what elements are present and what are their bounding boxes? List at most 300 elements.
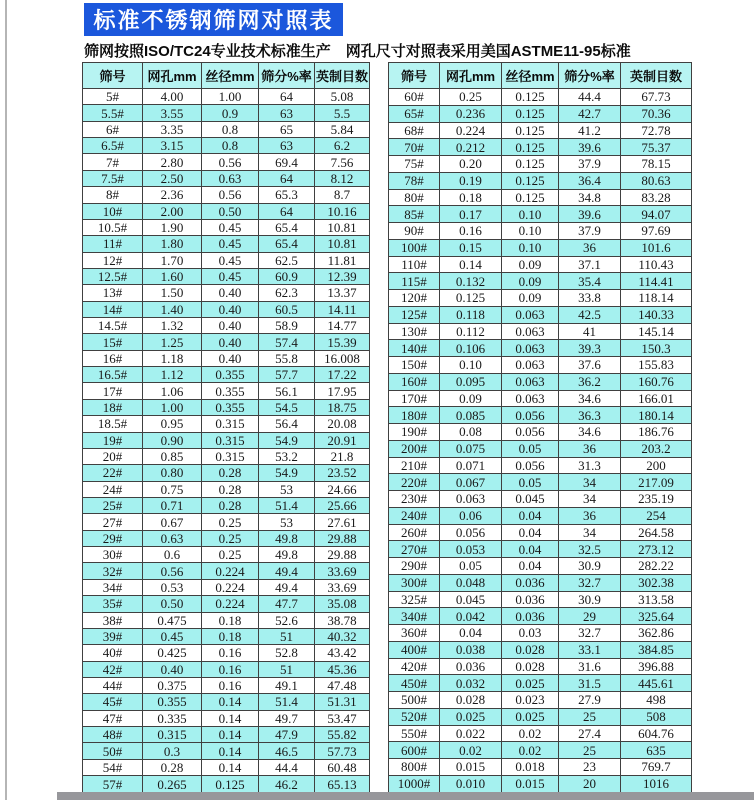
table-cell: 115# (389, 273, 440, 290)
table-row (83, 694, 370, 710)
table-cell: 1.90 (143, 219, 202, 235)
table-cell: 0.09 (502, 256, 559, 273)
table-cell: 0.04 (440, 625, 502, 642)
table-cell: 0.50 (143, 596, 202, 612)
table-row (389, 608, 692, 625)
table-cell: 6# (83, 121, 143, 137)
sieve-table-left (82, 62, 370, 793)
table-cell: 25.66 (315, 497, 370, 513)
table-cell: 34 (559, 491, 621, 508)
table-cell: 33.69 (315, 563, 370, 579)
table-cell: 0.08 (440, 424, 502, 441)
table-row (389, 457, 692, 474)
column-header: 丝径mm (202, 63, 259, 89)
table-cell: 240# (389, 507, 440, 524)
table-cell: 0.425 (143, 645, 202, 661)
table-cell: 1.50 (143, 285, 202, 301)
table-cell: 32# (83, 563, 143, 579)
table-row (389, 675, 692, 692)
table-cell: 54.9 (259, 432, 315, 448)
table-cell: 2.50 (143, 170, 202, 186)
table-cell: 32.7 (559, 574, 621, 591)
table-cell: 22# (83, 465, 143, 481)
table-cell: 57.7 (259, 367, 315, 383)
table-cell: 21.8 (315, 448, 370, 464)
table-cell: 0.40 (202, 301, 259, 317)
table-cell: 0.118 (440, 306, 502, 323)
table-cell: 8.7 (315, 187, 370, 203)
table-cell: 282.22 (621, 558, 692, 575)
table-cell: 1.00 (202, 89, 259, 105)
table-cell: 44# (83, 677, 143, 693)
table-cell: 5.84 (315, 121, 370, 137)
table-cell: 0.45 (202, 268, 259, 284)
table-cell: 0.56 (202, 187, 259, 203)
table-cell: 230# (389, 491, 440, 508)
table-cell: 0.015 (440, 759, 502, 776)
table-cell: 20 (559, 775, 621, 792)
table-cell: 29 (559, 608, 621, 625)
table-cell: 20.08 (315, 416, 370, 432)
table-cell: 42.7 (559, 105, 621, 122)
table-cell: 200# (389, 440, 440, 457)
table-cell: 43.42 (315, 645, 370, 661)
table-cell: 27.4 (559, 725, 621, 742)
table-cell: 72.78 (621, 122, 692, 139)
table-cell: 0.14 (202, 710, 259, 726)
table-header-row (389, 63, 692, 89)
table-cell: 0.18 (202, 628, 259, 644)
sieve-table-right (388, 62, 692, 793)
table-cell: 0.45 (202, 252, 259, 268)
table-cell: 0.14 (202, 759, 259, 775)
table-cell: 101.6 (621, 239, 692, 256)
table-row (83, 399, 370, 415)
table-cell: 10.5# (83, 219, 143, 235)
table-cell: 1.12 (143, 367, 202, 383)
table-cell: 40.32 (315, 628, 370, 644)
table-cell: 0.56 (202, 154, 259, 170)
table-cell: 0.315 (143, 727, 202, 743)
table-cell: 41 (559, 323, 621, 340)
table-cell: 110# (389, 256, 440, 273)
table-cell: 0.28 (202, 465, 259, 481)
table-cell: 635 (621, 742, 692, 759)
table-cell: 0.14 (440, 256, 502, 273)
table-cell: 25 (559, 708, 621, 725)
table-row (83, 219, 370, 235)
table-cell: 180.14 (621, 407, 692, 424)
table-cell: 0.075 (440, 440, 502, 457)
column-header: 英制目数 (621, 63, 692, 89)
table-cell: 12.5# (83, 268, 143, 284)
table-cell: 65.3 (259, 187, 315, 203)
table-row (389, 507, 692, 524)
table-cell: 0.8 (202, 138, 259, 154)
table-cell: 0.042 (440, 608, 502, 625)
table-cell: 49.8 (259, 530, 315, 546)
table-cell: 0.315 (202, 416, 259, 432)
table-cell: 1.40 (143, 301, 202, 317)
table-cell: 51 (259, 628, 315, 644)
table-cell: 0.056 (502, 424, 559, 441)
table-cell: 0.40 (202, 350, 259, 366)
column-header: 网孔mm (143, 63, 202, 89)
table-cell: 0.50 (202, 203, 259, 219)
table-cell: 0.023 (502, 692, 559, 709)
table-cell: 18.5# (83, 416, 143, 432)
table-cell: 0.45 (202, 219, 259, 235)
table-cell: 49.4 (259, 563, 315, 579)
table-cell: 0.28 (202, 497, 259, 513)
table-cell: 0.036 (502, 608, 559, 625)
table-cell: 31.5 (559, 675, 621, 692)
table-cell: 90# (389, 223, 440, 240)
table-cell: 0.355 (202, 399, 259, 415)
table-cell: 264.58 (621, 524, 692, 541)
table-cell: 0.40 (143, 661, 202, 677)
table-cell: 35# (83, 596, 143, 612)
table-cell: 64 (259, 170, 315, 186)
table-cell: 53 (259, 514, 315, 530)
table-cell: 53.47 (315, 710, 370, 726)
table-cell: 270# (389, 541, 440, 558)
table-cell: 41.2 (559, 122, 621, 139)
table-cell: 24.66 (315, 481, 370, 497)
table-cell: 210# (389, 457, 440, 474)
table-cell: 0.25 (440, 89, 502, 106)
table-cell: 0.16 (202, 645, 259, 661)
table-row (389, 574, 692, 591)
table-cell: 11.81 (315, 252, 370, 268)
table-cell: 64 (259, 203, 315, 219)
table-cell: 65# (389, 105, 440, 122)
table-cell: 3.15 (143, 138, 202, 154)
table-cell: 0.16 (440, 223, 502, 240)
table-row (389, 323, 692, 340)
table-cell: 78.15 (621, 156, 692, 173)
table-cell: 20# (83, 448, 143, 464)
table-cell: 0.056 (440, 524, 502, 541)
table-cell: 75# (389, 156, 440, 173)
table-cell: 37.6 (559, 357, 621, 374)
table-cell: 34.8 (559, 189, 621, 206)
table-cell: 46.5 (259, 743, 315, 759)
table-cell: 47.7 (259, 596, 315, 612)
table-row (83, 187, 370, 203)
table-cell: 0.15 (440, 239, 502, 256)
table-row (389, 775, 692, 792)
table-cell: 68# (389, 122, 440, 139)
table-row (83, 465, 370, 481)
table-row (389, 424, 692, 441)
table-cell: 34.6 (559, 390, 621, 407)
table-cell: 450# (389, 675, 440, 692)
table-cell: 0.10 (502, 223, 559, 240)
table-cell: 35.4 (559, 273, 621, 290)
table-cell: 0.112 (440, 323, 502, 340)
table-cell: 0.09 (440, 390, 502, 407)
table-cell: 7.56 (315, 154, 370, 170)
table-row (83, 203, 370, 219)
table-cell: 49.4 (259, 579, 315, 595)
table-cell: 36 (559, 239, 621, 256)
table-cell: 2.80 (143, 154, 202, 170)
table-row (83, 628, 370, 644)
table-cell: 0.063 (502, 390, 559, 407)
table-row (83, 416, 370, 432)
table-row (389, 105, 692, 122)
table-cell: 520# (389, 708, 440, 725)
table-cell: 0.355 (202, 367, 259, 383)
table-cell: 97.69 (621, 223, 692, 240)
table-cell: 58.9 (259, 318, 315, 334)
table-row (389, 189, 692, 206)
column-header: 英制目数 (315, 63, 370, 89)
table-cell: 0.18 (202, 612, 259, 628)
table-cell: 396.88 (621, 658, 692, 675)
table-row (83, 318, 370, 334)
table-cell: 49.1 (259, 677, 315, 693)
table-cell: 0.45 (202, 236, 259, 252)
table-cell: 60.5 (259, 301, 315, 317)
table-cell: 16.008 (315, 350, 370, 366)
table-row (389, 641, 692, 658)
table-cell: 37.9 (559, 223, 621, 240)
table-cell: 48# (83, 727, 143, 743)
table-row (83, 138, 370, 154)
table-cell: 75.37 (621, 139, 692, 156)
table-cell: 140# (389, 340, 440, 357)
table-cell: 0.028 (502, 641, 559, 658)
table-row (389, 491, 692, 508)
table-cell: 0.95 (143, 416, 202, 432)
table-cell: 7# (83, 154, 143, 170)
table-cell: 0.025 (502, 675, 559, 692)
table-cell: 0.10 (502, 239, 559, 256)
table-cell: 1016 (621, 775, 692, 792)
table-cell: 130# (389, 323, 440, 340)
table-cell: 30.9 (559, 558, 621, 575)
table-cell: 110.43 (621, 256, 692, 273)
table-cell: 2.00 (143, 203, 202, 219)
table-cell: 0.28 (143, 759, 202, 775)
table-row (389, 541, 692, 558)
table-cell: 0.224 (202, 563, 259, 579)
table-cell: 32.7 (559, 625, 621, 642)
table-cell: 800# (389, 759, 440, 776)
table-cell: 0.03 (502, 625, 559, 642)
table-cell: 325.64 (621, 608, 692, 625)
table-cell: 1.00 (143, 399, 202, 415)
table-row (83, 547, 370, 563)
table-cell: 0.56 (143, 563, 202, 579)
table-cell: 0.053 (440, 541, 502, 558)
table-cell: 5.5 (315, 105, 370, 121)
table-cell: 15# (83, 334, 143, 350)
table-cell: 0.25 (202, 530, 259, 546)
table-cell: 190# (389, 424, 440, 441)
table-cell: 65.4 (259, 236, 315, 252)
table-cell: 5.5# (83, 105, 143, 121)
table-cell: 0.20 (440, 156, 502, 173)
column-header: 筛号 (389, 63, 440, 89)
table-cell: 47.48 (315, 677, 370, 693)
table-cell: 53.2 (259, 448, 315, 464)
table-cell: 56.1 (259, 383, 315, 399)
table-cell: 34.6 (559, 424, 621, 441)
table-cell: 54.9 (259, 465, 315, 481)
table-cell: 63 (259, 105, 315, 121)
table-cell: 0.018 (502, 759, 559, 776)
table-cell: 0.09 (502, 273, 559, 290)
table-cell: 0.010 (440, 775, 502, 792)
table-cell: 0.063 (502, 373, 559, 390)
table-cell: 36.3 (559, 407, 621, 424)
table-cell: 52.6 (259, 612, 315, 628)
table-cell: 200 (621, 457, 692, 474)
table-cell: 30# (83, 547, 143, 563)
table-cell: 170# (389, 390, 440, 407)
table-cell: 94.07 (621, 206, 692, 223)
table-cell: 150.3 (621, 340, 692, 357)
column-header: 筛分%率 (559, 63, 621, 89)
table-cell: 80# (389, 189, 440, 206)
table-cell: 180# (389, 407, 440, 424)
table-cell: 0.02 (502, 742, 559, 759)
table-cell: 273.12 (621, 541, 692, 558)
table-cell: 0.063 (502, 340, 559, 357)
table-cell: 60.9 (259, 268, 315, 284)
table-row (389, 558, 692, 575)
table-cell: 34# (83, 579, 143, 595)
table-cell: 23 (559, 759, 621, 776)
column-header: 筛号 (83, 63, 143, 89)
table-cell: 0.028 (502, 658, 559, 675)
table-cell: 160# (389, 373, 440, 390)
table-row (389, 273, 692, 290)
table-row (389, 725, 692, 742)
table-cell: 38.78 (315, 612, 370, 628)
table-row (83, 154, 370, 170)
table-row (83, 563, 370, 579)
column-header: 筛分%率 (259, 63, 315, 89)
table-cell: 36 (559, 440, 621, 457)
table-cell: 150# (389, 357, 440, 374)
table-cell: 260# (389, 524, 440, 541)
table-row (389, 139, 692, 156)
table-cell: 0.125 (502, 156, 559, 173)
table-row (83, 383, 370, 399)
table-cell: 0.224 (202, 579, 259, 595)
table-cell: 0.315 (202, 432, 259, 448)
table-cell: 384.85 (621, 641, 692, 658)
table-row (83, 710, 370, 726)
table-cell: 0.063 (502, 357, 559, 374)
table-cell: 186.76 (621, 424, 692, 441)
table-cell: 0.14 (202, 727, 259, 743)
table-row (389, 223, 692, 240)
table-cell: 0.063 (440, 491, 502, 508)
table-cell: 0.02 (440, 742, 502, 759)
table-cell: 1.80 (143, 236, 202, 252)
table-cell: 0.036 (440, 658, 502, 675)
table-cell: 0.06 (440, 507, 502, 524)
table-cell: 10.81 (315, 219, 370, 235)
table-cell: 769.7 (621, 759, 692, 776)
table-cell: 0.45 (143, 628, 202, 644)
table-cell: 55.8 (259, 350, 315, 366)
table-cell: 10# (83, 203, 143, 219)
table-cell: 15.39 (315, 334, 370, 350)
table-cell: 498 (621, 692, 692, 709)
bottom-edge-strip (57, 792, 754, 800)
table-cell: 24# (83, 481, 143, 497)
table-row (389, 742, 692, 759)
table-row (83, 432, 370, 448)
table-cell: 290# (389, 558, 440, 575)
table-cell: 362.86 (621, 625, 692, 642)
table-cell: 0.022 (440, 725, 502, 742)
table-row (83, 252, 370, 268)
table-cell: 12.39 (315, 268, 370, 284)
table-cell: 57.4 (259, 334, 315, 350)
table-cell: 0.355 (202, 383, 259, 399)
table-cell: 0.071 (440, 457, 502, 474)
table-cell: 0.05 (440, 558, 502, 575)
table-cell: 4.00 (143, 89, 202, 105)
table-cell: 49.7 (259, 710, 315, 726)
table-cell: 140.33 (621, 306, 692, 323)
table-row (389, 658, 692, 675)
table-cell: 45.36 (315, 661, 370, 677)
table-cell: 42.5 (559, 306, 621, 323)
table-cell: 5.08 (315, 89, 370, 105)
table-cell: 14.77 (315, 318, 370, 334)
table-cell: 54# (83, 759, 143, 775)
table-cell: 60# (389, 89, 440, 106)
table-cell: 604.76 (621, 725, 692, 742)
table-cell: 445.61 (621, 675, 692, 692)
table-cell: 57.73 (315, 743, 370, 759)
table-cell: 0.125 (502, 89, 559, 106)
table-cell: 3.35 (143, 121, 202, 137)
table-row (389, 306, 692, 323)
table-cell: 8.12 (315, 170, 370, 186)
table-cell: 50# (83, 743, 143, 759)
table-cell: 47.9 (259, 727, 315, 743)
table-cell: 12# (83, 252, 143, 268)
table-cell: 0.038 (440, 641, 502, 658)
table-cell: 0.125 (502, 122, 559, 139)
table-cell: 13.37 (315, 285, 370, 301)
table-cell: 0.265 (143, 776, 202, 793)
table-cell: 0.6 (143, 547, 202, 563)
table-cell: 508 (621, 708, 692, 725)
table-cell: 0.056 (502, 457, 559, 474)
table-cell: 38# (83, 612, 143, 628)
table-cell: 17.22 (315, 367, 370, 383)
table-cell: 340# (389, 608, 440, 625)
table-cell: 0.16 (202, 677, 259, 693)
table-cell: 600# (389, 742, 440, 759)
table-cell: 1.60 (143, 268, 202, 284)
table-cell: 36.4 (559, 172, 621, 189)
table-cell: 0.04 (502, 541, 559, 558)
table-row (389, 373, 692, 390)
table-cell: 54.5 (259, 399, 315, 415)
table-cell: 39.6 (559, 139, 621, 156)
